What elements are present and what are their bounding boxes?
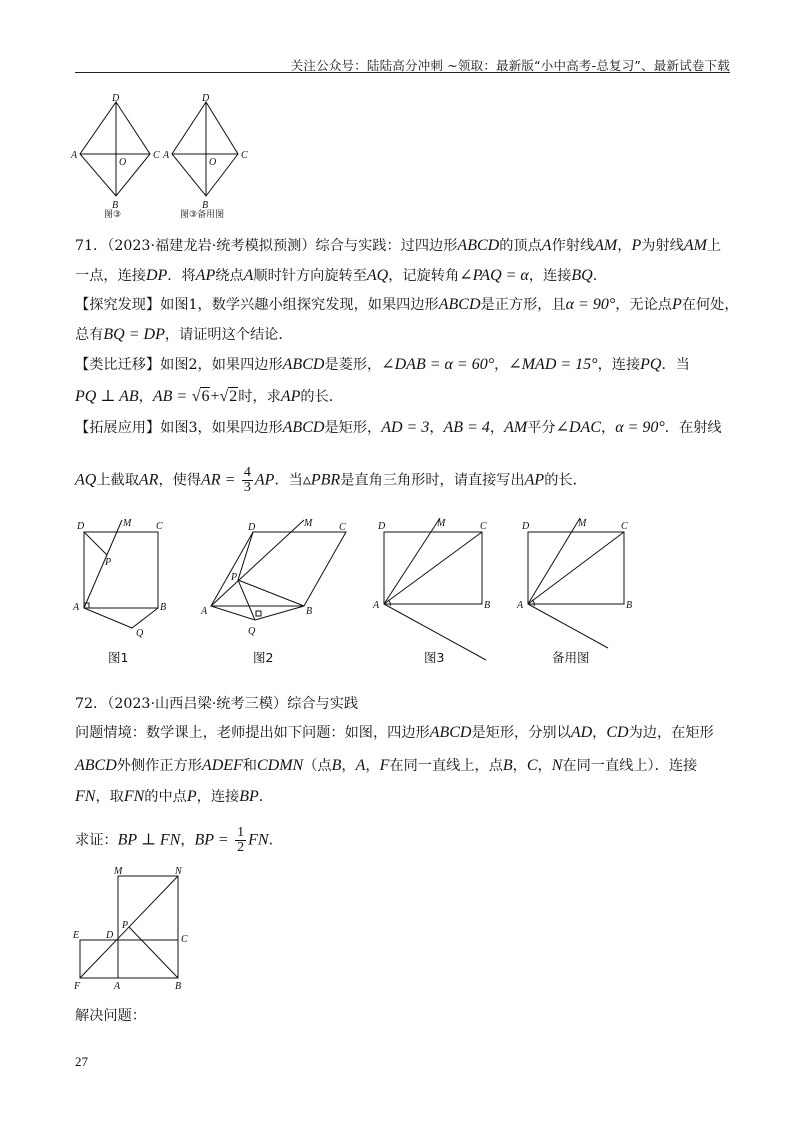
backup-ray-AQ (528, 604, 608, 648)
f72-P: P (122, 920, 129, 931)
label-B: B (112, 200, 119, 211)
f72-B: B (175, 981, 182, 992)
page-number: 27 (75, 1054, 88, 1069)
f4-D: D (522, 521, 530, 532)
p71-line-7: 【拓展应用】如图3，如果四边形ABCD是矩形，AD = 3，AB = 4，AM平分∠DAC，α = 90°．在射线 (75, 419, 722, 436)
f2-C: C (339, 522, 346, 533)
p72-line-1: 72．（2023·山西吕梁·统考三模）综合与实践 (75, 696, 359, 712)
label-A-2: A (163, 150, 170, 161)
header-rule (75, 72, 730, 73)
label-B-2: B (202, 200, 209, 211)
f72-A: A (114, 981, 121, 992)
f3-C: C (480, 521, 487, 532)
fig1-AQB (84, 608, 158, 628)
p72-line-3: ABCD外侧作正方形ADEF和CDMN（点B，A，F在同一直线上，点B，C，N在同一直线上）．连接 (75, 757, 698, 774)
f1-M: M (123, 518, 132, 529)
caption-fig2: 图2 (253, 650, 274, 665)
rhombus-right (172, 102, 238, 196)
label-C-2: C (241, 150, 248, 161)
fraction-4-3: $\frac{4}{3}$ (243, 465, 251, 495)
f1-A: A (73, 602, 80, 613)
f3-D: D (378, 521, 386, 532)
f1-C: C (156, 521, 163, 532)
f72-F: F (74, 981, 81, 992)
p71-line-6: PQ ⊥ AB，AB = √6+√2时，求AP的长． (75, 388, 343, 405)
p71-line-2: 一点，连接DP．将AP绕点A顺时针方向旋转至AQ，记旋转角∠PAQ = α，连接BQ． (75, 267, 607, 284)
caption-fig3-71: 图3 (424, 650, 445, 665)
f2-M: M (304, 518, 313, 529)
p71-line-8: AQ上截取AR，使得AR = $\frac{4}{3}$ AP．当▵PBR是直角三角形时，请直接写出AP的长． (75, 465, 587, 495)
p72-figure (68, 862, 198, 992)
backup-ray-AM (528, 518, 580, 604)
f3-M: M (437, 518, 446, 529)
label-A: A (71, 150, 78, 161)
fig3-AC (384, 532, 482, 604)
rhombus-left (80, 102, 150, 196)
caption-fig3-backup: 图③备用图 (180, 210, 225, 220)
f72-N: N (175, 866, 182, 877)
fig1-ray-AM (84, 520, 122, 608)
label-O: O (119, 157, 127, 168)
fig2-ray-AM (211, 520, 304, 606)
f3-B: B (484, 600, 491, 611)
p71-line-5: 【类比迁移】如图2，如果四边形ABCD是菱形，∠DAB = α = 60°，∠MAD = 15°，连接PQ．当 (75, 356, 690, 373)
f72-M: M (114, 866, 123, 877)
p71-line-1: 71．（2023·福建龙岩·统考模拟预测）综合与实践：过四边形ABCD的顶点A作射线AM，P为射线AM上 (75, 237, 722, 254)
f4-B: B (626, 600, 633, 611)
f3-A: A (373, 600, 380, 611)
caption-fig1: 图1 (108, 650, 129, 665)
label-C: C (153, 150, 160, 161)
segment-BP (129, 927, 178, 978)
fig2-DP (238, 532, 253, 580)
f2-D: D (248, 522, 256, 533)
f4-C: C (621, 521, 628, 532)
p72-line-4: FN，取FN的中点P，连接BP． (75, 788, 273, 805)
fig3-ray-AM (384, 518, 440, 604)
f1-D: D (77, 521, 85, 532)
f1-P: P (105, 557, 112, 568)
label-D: D (112, 93, 120, 104)
p71-line-4: 总有BQ = DP，请证明这个结论． (75, 326, 293, 343)
f72-D: D (106, 930, 114, 941)
f2-A: A (201, 606, 208, 617)
fraction-1-2: $\frac{1}{2}$ (237, 825, 245, 855)
f2-B: B (306, 606, 313, 617)
p71-figures (68, 510, 648, 670)
backup-AC (528, 532, 624, 604)
page-header: 关注公众号：陆陆高分冲刺 ~领取：最新版“小中高考-总复习”、最新试卷下载 (290, 58, 730, 73)
p72-line-2: 问题情境：数学课上，老师提出如下问题：如图，四边形ABCD是矩形，分别以AD，CD为边，在矩形 (75, 724, 714, 741)
f1-B: B (160, 602, 167, 613)
f1-Q: Q (136, 628, 144, 639)
f2-P: P (231, 572, 238, 583)
f72-E: E (73, 930, 80, 941)
sqrt-sum: √6+√2 (191, 388, 238, 405)
rectangle-ABCD (118, 940, 178, 978)
f4-M: M (578, 518, 587, 529)
rhombus-figures (68, 92, 258, 220)
f2-Q: Q (248, 626, 256, 637)
fig1-DP (84, 532, 107, 555)
f72-C: C (181, 934, 188, 945)
p72-line-5: 求证：BP ⊥ FN，BP = $\frac{1}{2}$ FN． (75, 825, 283, 855)
solve-heading: 解决问题： (75, 1008, 146, 1024)
p71-line-3: 【探究发现】如图1，数学兴趣小组探究发现，如果四边形ABCD是正方形，且α = 90°，无论点P在何处， (75, 296, 739, 313)
caption-backup: 备用图 (552, 650, 590, 665)
caption-fig3: 图③ (104, 210, 122, 220)
label-D-2: D (202, 93, 210, 104)
f4-A: A (517, 600, 524, 611)
label-O-2: O (209, 157, 217, 168)
